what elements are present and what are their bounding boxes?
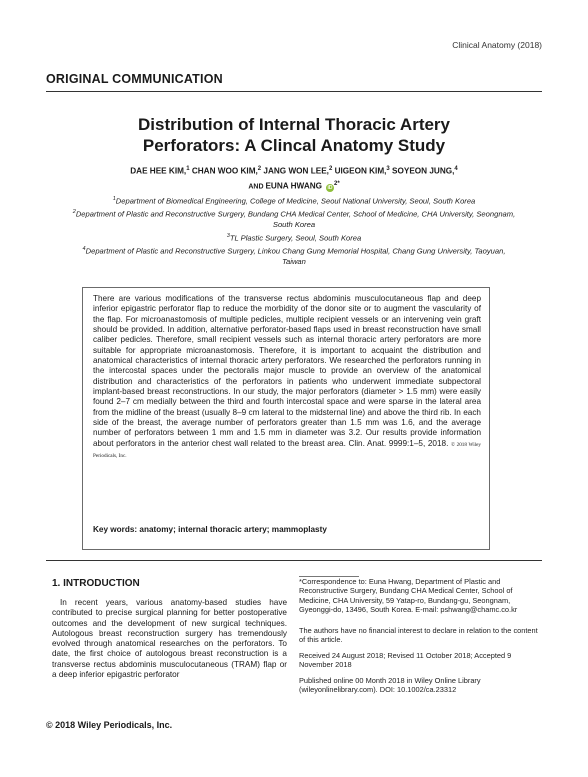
author-name: JANG WON LEE, [263, 166, 329, 176]
publication-info: Published online 00 Month 2018 in Wiley Online Library (wileyonlinelibrary.com). DOI: 10.1002/ca.23312 [299, 676, 481, 695]
affiliation-text: TL Plastic Surgery, Seoul, South Korea [229, 233, 362, 243]
affiliation-text: Department of Biomedical Engineering, College of Medicine, Seoul National University, Seoul, South Korea [115, 196, 476, 206]
author-name: CHAN WOO KIM, [191, 166, 258, 176]
introduction-heading: 1. INTRODUCTION [52, 578, 140, 589]
affiliation-number: 1 [112, 196, 116, 202]
author-line-1 [46, 163, 542, 178]
abstract-copyright: © 2018 Wiley Periodicals, Inc. [93, 441, 481, 460]
orcid-icon[interactable]: iD [327, 185, 333, 192]
affiliation-item [70, 231, 518, 244]
affiliation-number: 2 [72, 209, 76, 216]
section-type-label: ORIGINAL COMMUNICATION [46, 72, 223, 86]
corresponding-author-name: EUNA HWANG [265, 181, 323, 191]
author-conjunction: AND [248, 183, 266, 191]
author-affiliation-mark: 2 [257, 166, 262, 172]
author-name: UIGEON KIM, [334, 166, 387, 176]
introduction-text: In recent years, various anatomy-based studies have contributed to precise surgical planning for better postoperative outcomes and the development of new surgical techniques. Autologous breast reconstruction surgery has tremendously evolved through anatomical researches on the perforators. To date, the first choice of autologous breast reconstruction is a transverse rectus abdominis musculocutaneous (TRAM) flap or a deep inferior epigastric perforator [52, 598, 287, 680]
author-list [46, 163, 542, 193]
author-name: DAE HEE KIM, [130, 166, 187, 176]
affiliation-number: 4 [82, 245, 86, 252]
affiliation-list [70, 194, 518, 267]
correspondence-note: *Correspondence to: Euna Hwang, Department of Plastic and Reconstructive Surgery, Bundang CHA Medical Center, School of Medicine, CHA University, 59 Yatap-ro, Bundang-gu, Seongnam, Gyeonggi-do, 13496, South Korea. E-mail: pshwang@chamc.co.kr [299, 577, 518, 615]
submission-dates: Received 24 August 2018; Revised 11 October 2018; Accepted 9 November 2018 [299, 651, 512, 670]
disclosure-note: The authors have no financial interest to declare in relation to the content of this article. [299, 626, 538, 645]
section-rule [46, 560, 542, 561]
abstract-text: There are various modifications of the transverse rectus abdominis musculocutaneous flap and deep inferior epigastric perforator flap to reduce the morbidity of the donor site or to augment the vascularity of the flap. For microanastomosis of multiple pedicles, multiple recipient vessels or an intervening vein graft should be provided. In addition, alternative perforator-based flaps used in breast reconstruction have small caliber pedicles. Therefore, small recipient vessels such as internal thoracic artery perforators are more suitable for appropriate microanastomosis. Therefore, it is important to acquaint the distribution and anatomical characteristics of internal thoracic artery perforators. We researched the perforators running in the intercostal spaces under the pectoralis major muscle to provide an overview of the anatomical distribution and characteristics of the perforators in patients who underwent immediate subpectoral implant-based breast reconstructions. In our study, the major perforators (diameter > 1.5 mm) were easily found 2–7 cm medially between the third and fourth intercostal space and were sparse in the lateral area from the midline of the breast (usually 8–9 cm lateral to the midsternal line) and above the third rib. In each side of the breast, the average number of perforators greater than 1.5 mm was 1.6, and the average number of perforators between 1 mm and 1.5 mm in diameter was 3.2. Our results provide information about perforators in the anterior chest wall related to the breast area. Clin. Anat. 9999:1–5, 2018. [93, 294, 481, 448]
author-line-2 [46, 178, 542, 193]
author-affiliation-mark: 1 [186, 166, 190, 172]
author-affiliation-mark: 4 [454, 166, 458, 172]
author-affiliation-mark: 2 [328, 166, 333, 172]
affiliation-item [70, 207, 518, 231]
author-affiliation-mark: 3 [386, 166, 390, 172]
author-name: SOYEON JUNG, [392, 166, 455, 176]
affiliation-number: 3 [226, 232, 230, 239]
affiliation-item [70, 244, 518, 268]
author-affiliation-mark: 2* [333, 180, 340, 187]
title-line-1: Distribution of Internal Thoracic Artery [137, 115, 451, 134]
keywords: Key words: anatomy; internal thoracic artery; mammoplasty [93, 525, 327, 534]
page-copyright: © 2018 Wiley Periodicals, Inc. [46, 720, 173, 730]
article-title [46, 114, 542, 156]
affiliation-text: Department of Plastic and Reconstructive Surgery, Linkou Chang Gung Memorial Hospital, Chang Gung University, Taoyuan, Taiwan [85, 246, 506, 266]
affiliation-item [70, 194, 518, 207]
affiliation-text: Department of Plastic and Reconstructive Surgery, Bundang CHA Medical Center, School of Medicine, CHA University, Seongnam, South Korea [75, 209, 516, 230]
header-rule [46, 91, 542, 92]
running-head: Clinical Anatomy (2018) [452, 40, 542, 50]
title-line-2: Perforators: A Clincal Anatomy Study [142, 136, 446, 155]
abstract [93, 294, 481, 462]
